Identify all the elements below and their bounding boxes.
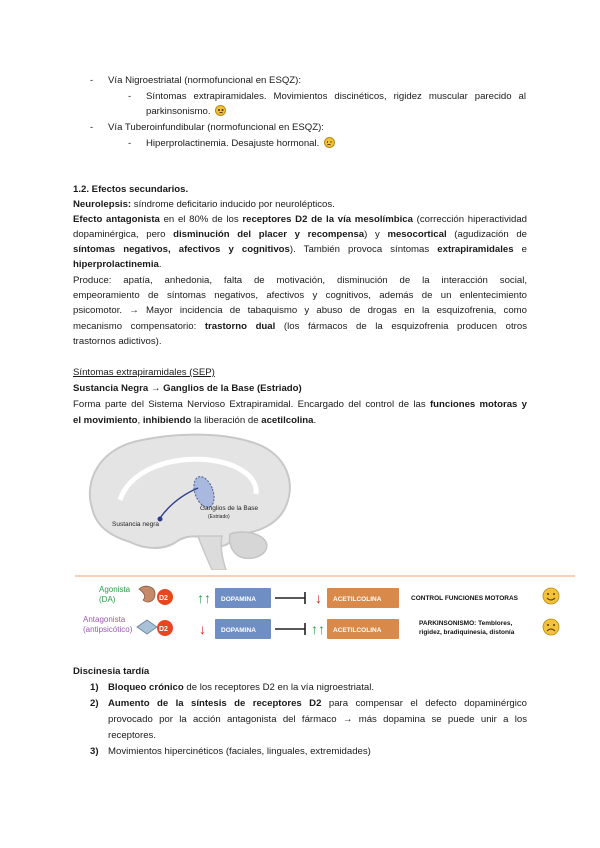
via-nigro-sub-line1: Síntomas extrapiramidales. Movimientos discinéticos, rigidez muscular parecido al: [146, 91, 526, 102]
efectos-line-1: Efecto antagonista en el 80% de los receptores D2 de la vía mesolímbica (corrección hiperactividad: [73, 214, 527, 225]
brain-label-estriado: (Estriado): [208, 514, 230, 520]
via-tubero-sub: Hiperprolactinemia. Desajuste hormonal.: [146, 136, 335, 151]
agonista-sub-label: (DA): [99, 595, 116, 604]
down-arrow-1: ↓: [315, 590, 322, 606]
via-nigro-sub-line2: parkinsonismo.: [146, 104, 226, 119]
parkinsonismo-label-2: rigidez, bradiquinesia, distonía: [419, 629, 515, 636]
mechanism-diagram: [75, 574, 575, 644]
sad-face-icon: [543, 619, 559, 635]
produce-line-3: psicomotor. → Mayor incidencia de tabaquismo y abuso de drogas en la esquizofrenia, como: [73, 305, 527, 316]
parkinsonismo-label: PARKINSONISMO: Temblores,: [419, 620, 513, 627]
produce-line-4: mecanismo compensatorio: trastorno dual (los fármacos de la esquizofrenia producen otros: [73, 321, 527, 332]
discinesia-item-3: Movimientos hipercinéticos (faciales, linguales, extremidades): [108, 746, 371, 757]
via-nigro-bullet: -: [90, 75, 94, 86]
produce-line-2: empeoramiento de síntomas negativos, afectivos y cognitivos, además de un enlentecimiento: [73, 290, 527, 301]
brain-label-ganglios: Ganglios de la Base: [200, 505, 259, 512]
cerebellum: [230, 532, 267, 558]
neurolepsis-line: Neurolepsis: síndrome deficitario inducido por neurolépticos.: [73, 199, 335, 210]
discinesia-heading: Discinesia tardía: [73, 666, 150, 677]
efectos-line-4: hiperprolactinemia.: [73, 259, 162, 270]
acetilcolina-label-2: ACETILCOLINA: [333, 627, 382, 634]
dopamina-label-2: DOPAMINA: [221, 627, 256, 634]
discinesia-item-3-number: 3): [90, 746, 99, 757]
antagonista-sub-label: (antipsicótico): [83, 625, 133, 634]
antagonista-label: Antagonista: [83, 615, 126, 624]
discinesia-item-2-line-1: Aumento de la síntesis de receptores D2 para compensar el defecto dopaminérgico: [108, 698, 528, 709]
sad-face-icon: [324, 137, 335, 148]
discinesia-item-1-number: 1): [90, 682, 99, 693]
agonist-shape: [139, 586, 155, 602]
discinesia-item-1: Bloqueo crónico de los receptores D2 en la vía nigroestriatal.: [108, 682, 375, 693]
brain-label-sustancia-negra: Sustancia negra: [112, 521, 159, 528]
sep-subheading: Sustancia Negra → Ganglios de la Base (Estriado): [73, 383, 302, 394]
sep-heading: Síntomas extrapiramidales (SEP): [73, 367, 215, 378]
agonista-label: Agonista: [99, 585, 131, 594]
dopamina-label-1: DOPAMINA: [221, 596, 256, 603]
happy-face-icon: [543, 588, 559, 604]
efectos-heading: 1.2. Efectos secundarios.: [73, 184, 189, 195]
up-arrows-1: ↑↑: [197, 590, 211, 606]
brainstem: [198, 536, 226, 570]
d2-label-1: D2: [159, 595, 168, 602]
efectos-line-2: dopaminérgica, pero disminución del placer y recompensa) y mesocortical (agudización de: [73, 229, 527, 240]
sep-line-2: el movimiento, inhibiendo la liberación de acetilcolina.: [73, 415, 317, 426]
sad-face-icon: [215, 105, 226, 116]
via-tubero-sub-bullet: -: [128, 138, 132, 149]
brain-diagram: [80, 430, 300, 570]
antagonist-shape: [137, 620, 157, 634]
efectos-line-3: síntomas negativos, afectivos y cognitivos). También provoca síntomas extrapiramidales e: [73, 244, 527, 255]
produce-line-5: trastornos adictivos).: [73, 336, 162, 347]
via-nigro-sub-bullet: -: [128, 91, 132, 102]
down-arrow-2: ↓: [199, 621, 206, 637]
via-nigro-title: Vía Nigroestriatal (normofuncional en ESQZ):: [108, 75, 302, 86]
d2-label-2: D2: [159, 626, 168, 633]
discinesia-item-2-line-3: receptores.: [108, 730, 156, 741]
produce-line-1: Produce: apatía, anhedonia, falta de motivación, disminución de la interacción social,: [73, 275, 527, 286]
via-tubero-title: Vía Tuberoinfundibular (normofuncional en ESQZ):: [108, 122, 324, 133]
acetilcolina-label-1: ACETILCOLINA: [333, 596, 382, 603]
control-motoras-label: CONTROL FUNCIONES MOTORAS: [411, 595, 519, 602]
up-arrows-2: ↑↑: [311, 621, 325, 637]
sep-line-1: Forma parte del Sistema Nervioso Extrapiramidal. Encargado del control de las funciones motoras y: [73, 399, 527, 410]
via-tubero-bullet: -: [90, 122, 94, 133]
discinesia-item-2-line-2: provocado por la acción antagonista del fármaco → más dopamina se puede unir a los: [108, 714, 527, 725]
discinesia-item-2-number: 2): [90, 698, 99, 709]
